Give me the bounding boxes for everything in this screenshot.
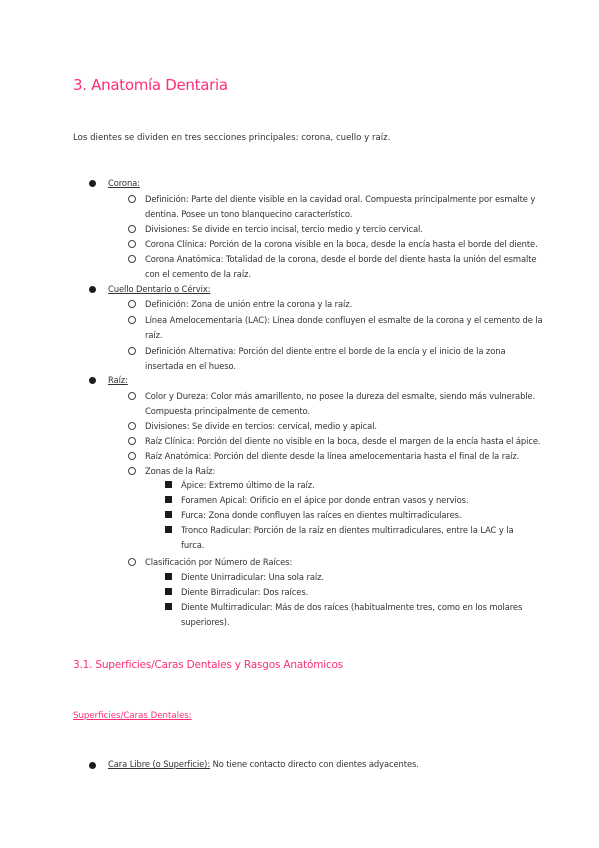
cuello-item: Línea Amelocementaria (LAC): Línea donde confluyen el esmalte de la corona y el cemento de la (145, 315, 543, 325)
cuello-item: insertada en el hueso. (145, 361, 236, 371)
bullet-circle (128, 392, 136, 400)
raiz-label: Raíz: (108, 375, 128, 385)
bullet-circle (128, 240, 136, 248)
section-title: 3.1. Superficies/Caras Dentales y Rasgos Anatómicos (73, 659, 344, 671)
cuello-item: raíz. (145, 330, 163, 340)
raiz-item: Raíz Anatómica: Porción del diente desde la línea amelocementaria hasta el final de la raíz. (145, 451, 520, 461)
bullet-circle (128, 558, 136, 566)
corona-label: Corona: (108, 178, 140, 188)
bullet-square (165, 526, 172, 533)
zona-item: Foramen Apical: Orificio en el ápice por donde entran vasos y nervios. (181, 495, 469, 505)
bullet-circle (128, 255, 136, 263)
corona-item: Definición: Parte del diente visible en la cavidad oral. Compuesta principalmente por esmalte y (145, 194, 536, 204)
bullet-circle (128, 452, 136, 460)
corona-item: dentina. Posee un tono blanquecino característico. (145, 209, 353, 219)
bullet-square (165, 603, 172, 610)
clasificacion-label: Clasificación por Número de Raíces: (145, 557, 293, 567)
bullet-circle (128, 422, 136, 430)
raiz-item: Divisiones: Se divide en tercios: cervical, medio y apical. (145, 421, 377, 431)
bullet-square (165, 588, 172, 595)
corona-item: con el cemento de la raíz. (145, 269, 251, 279)
raiz-item: Zonas de la Raíz: (145, 466, 216, 476)
subsection-title: Superficies/Caras Dentales: (73, 711, 192, 721)
bullet-circle (128, 437, 136, 445)
bullet-square (165, 481, 172, 488)
corona-item: Divisiones: Se divide en tercio incisal, tercio medio y tercio cervical. (145, 224, 423, 234)
bullet-dot (89, 180, 96, 187)
clasificacion-item: superiores). (181, 617, 230, 627)
bullet-dot (89, 377, 96, 384)
cuello-label: Cuello Dentario o Cérvix: (108, 284, 211, 294)
bullet-square (165, 496, 172, 503)
bullet-circle (128, 316, 136, 324)
clasificacion-item: Diente Unirradicular: Una sola raíz. (181, 572, 324, 582)
bullet-circle (128, 300, 136, 308)
cuello-item: Definición: Zona de unión entre la corona y la raíz. (145, 299, 353, 309)
cara-libre-line (108, 758, 419, 770)
zona-item: furca. (181, 540, 205, 550)
zona-item: Furca: Zona donde confluyen las raíces en dientes multirradiculares. (181, 510, 462, 520)
page-title: 3. Anatomía Dentaria (73, 76, 228, 94)
clasificacion-item: Diente Birradicular: Dos raíces. (181, 587, 309, 597)
raiz-item: Compuesta principalmente de cemento. (145, 406, 310, 416)
bullet-circle (128, 347, 136, 355)
zona-item: Tronco Radicular: Porción de la raíz en dientes multirradiculares, entre la LAC y la (181, 525, 514, 535)
cara-libre-label: Cara Libre (o Superficie): (108, 759, 211, 769)
bullet-square (165, 511, 172, 518)
raiz-item: Color y Dureza: Color más amarillento, no posee la dureza del esmalte, siendo más vulnerable. (145, 391, 536, 401)
bullet-dot (89, 286, 96, 293)
bullet-circle (128, 195, 136, 203)
bullet-dot (89, 762, 96, 769)
corona-item: Corona Clínica: Porción de la corona visible en la boca, desde la encía hasta el borde del diente. (145, 239, 538, 249)
raiz-item: Raíz Clínica: Porción del diente no visible en la boca, desde el margen de la encía hasta el ápice. (145, 436, 541, 446)
bullet-circle (128, 467, 136, 475)
intro-paragraph: Los dientes se dividen en tres secciones principales: corona, cuello y raíz. (73, 133, 391, 143)
clasificacion-item: Diente Multirradicular: Más de dos raíces (habitualmente tres, como en los molares (181, 602, 523, 612)
cuello-item: Definición Alternativa: Porción del diente entre el borde de la encía y el inicio de la zona (145, 346, 506, 356)
bullet-square (165, 573, 172, 580)
cara-libre-text: No tiene contacto directo con dientes adyacentes. (210, 759, 419, 769)
bullet-circle (128, 225, 136, 233)
corona-item: Corona Anatómica: Totalidad de la corona, desde el borde del diente hasta la unión del esmalte (145, 254, 537, 264)
zona-item: Ápice: Extremo último de la raíz. (181, 480, 315, 490)
